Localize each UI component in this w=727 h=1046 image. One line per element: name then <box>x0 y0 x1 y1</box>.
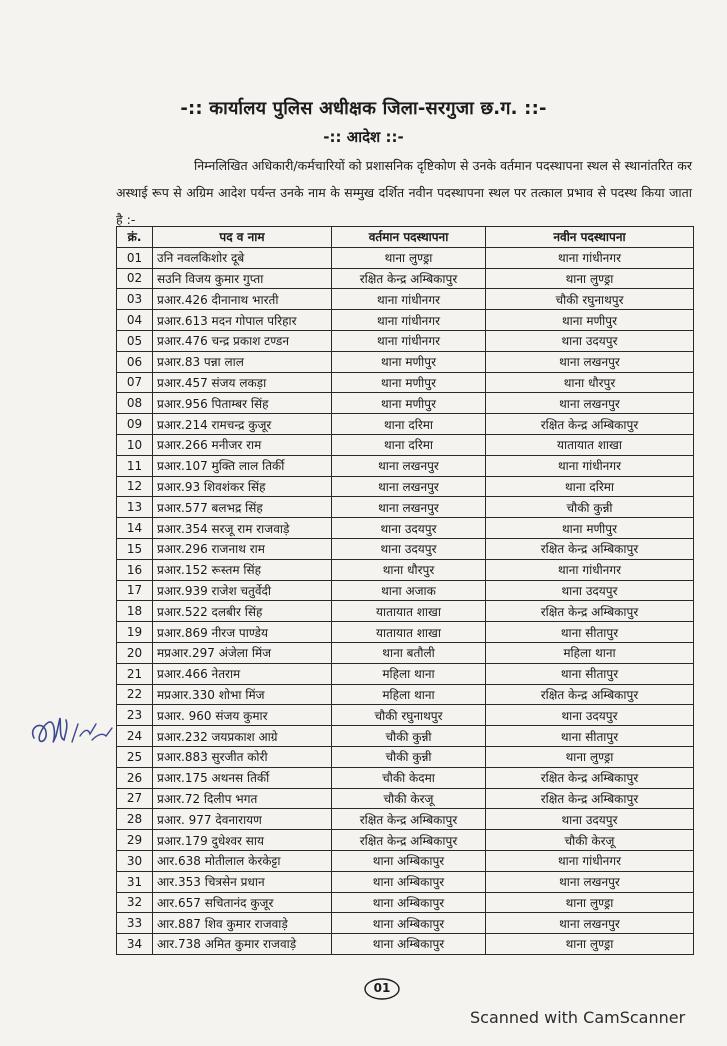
cell-new-posting: थाना लखनपुर <box>486 351 694 372</box>
table-row <box>117 663 694 684</box>
cell-new-posting: थाना उदयपुर <box>486 330 694 351</box>
cell-current-posting: थाना अम्बिकापुर <box>332 934 486 955</box>
cell-current-posting: थाना अम्बिकापुर <box>332 871 486 892</box>
cell-name: प्रआर.72 दिलीप भगत <box>153 788 332 809</box>
cell-current-posting: थाना अम्बिकापुर <box>332 913 486 934</box>
table-row <box>117 393 694 414</box>
table-row <box>117 268 694 289</box>
cell-current-posting: थाना लुण्ड्रा <box>332 247 486 268</box>
cell-current-posting: थाना दरिमा <box>332 434 486 455</box>
cell-current-posting: चौकी केदमा <box>332 767 486 788</box>
cell-name: प्रआर.522 दलबीर सिंह <box>153 601 332 622</box>
cell-name: प्रआर.476 चन्द्र प्रकाश टण्डन <box>153 330 332 351</box>
table-row <box>117 809 694 830</box>
cell-new-posting: थाना लुण्ड्रा <box>486 892 694 913</box>
cell-current-posting: थाना गांधीनगर <box>332 310 486 331</box>
cell-new-posting: थाना लखनपुर <box>486 913 694 934</box>
cell-serial: 12 <box>117 476 153 497</box>
cell-current-posting: थाना अम्बिकापुर <box>332 850 486 871</box>
cell-serial: 23 <box>117 705 153 726</box>
cell-name: प्रआर.214 रामचन्द्र कुजूर <box>153 414 332 435</box>
cell-current-posting: चौकी कुन्नी <box>332 746 486 767</box>
table-row <box>117 684 694 705</box>
cell-name: प्रआर. 977 देवनारायण <box>153 809 332 830</box>
cell-serial: 11 <box>117 455 153 476</box>
cell-name: आर.353 चित्रसेन प्रधान <box>153 871 332 892</box>
transfer-table <box>116 226 694 955</box>
cell-current-posting: थाना लखनपुर <box>332 497 486 518</box>
cell-serial: 30 <box>117 850 153 871</box>
cell-new-posting: थाना गांधीनगर <box>486 559 694 580</box>
cell-serial: 34 <box>117 934 153 955</box>
cell-serial: 07 <box>117 372 153 393</box>
cell-serial: 15 <box>117 538 153 559</box>
cell-serial: 01 <box>117 247 153 268</box>
cell-serial: 25 <box>117 746 153 767</box>
cell-name: प्रआर.457 संजय लकड़ा <box>153 372 332 393</box>
cell-current-posting: चौकी केरजू <box>332 788 486 809</box>
cell-name: प्रआर.175 अथनस तिर्की <box>153 767 332 788</box>
cell-name: मप्रआर.330 शोभा मिंज <box>153 684 332 705</box>
table-row <box>117 289 694 310</box>
cell-new-posting: चौकी रघुनाथपुर <box>486 289 694 310</box>
table-row <box>117 538 694 559</box>
cell-name: प्रआर.83 पन्ना लाल <box>153 351 332 372</box>
table-row <box>117 913 694 934</box>
cell-name: प्रआर.577 बलभद्र सिंह <box>153 497 332 518</box>
cell-serial: 21 <box>117 663 153 684</box>
cell-new-posting: यातायात शाखा <box>486 434 694 455</box>
order-heading: -:: आदेश ::- <box>323 128 404 146</box>
cell-current-posting: थाना दरिमा <box>332 414 486 435</box>
cell-current-posting: महिला थाना <box>332 663 486 684</box>
cell-current-posting: थाना बतौली <box>332 642 486 663</box>
cell-new-posting: थाना उदयपुर <box>486 809 694 830</box>
intro-paragraph <box>116 152 692 233</box>
cell-serial: 13 <box>117 497 153 518</box>
cell-name: प्रआर.296 राजनाथ राम <box>153 538 332 559</box>
cell-current-posting: थाना गांधीनगर <box>332 289 486 310</box>
cell-new-posting: थाना सीतापुर <box>486 622 694 643</box>
cell-serial: 04 <box>117 310 153 331</box>
page-number <box>363 976 401 1002</box>
cell-name: प्रआर.266 मनीजर राम <box>153 434 332 455</box>
cell-name: प्रआर.93 शिवशंकर सिंह <box>153 476 332 497</box>
cell-serial: 32 <box>117 892 153 913</box>
cell-name: प्रआर. 960 संजय कुमार <box>153 705 332 726</box>
table-row <box>117 850 694 871</box>
cell-current-posting: रक्षित केन्द्र अम्बिकापुर <box>332 809 486 830</box>
cell-serial: 33 <box>117 913 153 934</box>
table-row <box>117 476 694 497</box>
cell-name: सउनि विजय कुमार गुप्ता <box>153 268 332 289</box>
table-row <box>117 497 694 518</box>
table-row <box>117 622 694 643</box>
table-row <box>117 830 694 851</box>
cell-name: प्रआर.152 रूस्तम सिंह <box>153 559 332 580</box>
cell-serial: 19 <box>117 622 153 643</box>
cell-new-posting: महिला थाना <box>486 642 694 663</box>
cell-current-posting: थाना उदयपुर <box>332 518 486 539</box>
table-row <box>117 705 694 726</box>
table-row <box>117 580 694 601</box>
cell-new-posting: थाना सीतापुर <box>486 726 694 747</box>
cell-serial: 22 <box>117 684 153 705</box>
cell-name: प्रआर.466 नेतराम <box>153 663 332 684</box>
cell-current-posting: चौकी रघुनाथपुर <box>332 705 486 726</box>
cell-new-posting: थाना लुण्ड्रा <box>486 746 694 767</box>
cell-current-posting: महिला थाना <box>332 684 486 705</box>
table-row <box>117 518 694 539</box>
cell-serial: 24 <box>117 726 153 747</box>
table-row <box>117 746 694 767</box>
cell-current-posting: थाना लखनपुर <box>332 476 486 497</box>
col-header-new-posting: नवीन पदस्थापना <box>486 227 694 248</box>
cell-new-posting: रक्षित केन्द्र अम्बिकापुर <box>486 767 694 788</box>
camscanner-watermark: Scanned with CamScanner <box>470 1008 686 1027</box>
cell-new-posting: थाना दरिमा <box>486 476 694 497</box>
cell-serial: 05 <box>117 330 153 351</box>
cell-name: प्रआर.354 सरजू राम राजवाड़े <box>153 518 332 539</box>
cell-new-posting: चौकी केरजू <box>486 830 694 851</box>
cell-new-posting: थाना उदयपुर <box>486 580 694 601</box>
cell-serial: 02 <box>117 268 153 289</box>
cell-serial: 14 <box>117 518 153 539</box>
cell-current-posting: थाना धौरपुर <box>332 559 486 580</box>
cell-current-posting: थाना गांधीनगर <box>332 330 486 351</box>
cell-serial: 27 <box>117 788 153 809</box>
table-row <box>117 372 694 393</box>
table-row <box>117 601 694 622</box>
cell-name: आर.887 शिव कुमार राजवाड़े <box>153 913 332 934</box>
cell-current-posting: थाना मणीपुर <box>332 393 486 414</box>
cell-serial: 29 <box>117 830 153 851</box>
cell-serial: 20 <box>117 642 153 663</box>
cell-serial: 09 <box>117 414 153 435</box>
cell-current-posting: थाना लखनपुर <box>332 455 486 476</box>
cell-current-posting: थाना मणीपुर <box>332 372 486 393</box>
handwritten-signature <box>26 706 118 756</box>
cell-serial: 31 <box>117 871 153 892</box>
cell-current-posting: थाना अजाक <box>332 580 486 601</box>
cell-name: आर.738 अमित कुमार राजवाड़े <box>153 934 332 955</box>
cell-name: प्रआर.232 जयप्रकाश आग्रे <box>153 726 332 747</box>
table-row <box>117 559 694 580</box>
cell-name: उनि नवलकिशोर दूबे <box>153 247 332 268</box>
cell-new-posting: थाना गांधीनगर <box>486 455 694 476</box>
cell-new-posting: रक्षित केन्द्र अम्बिकापुर <box>486 601 694 622</box>
intro-text: निम्नलिखित अधिकारी/कर्मचारियों को प्रशासनिक दृष्टिकोण से उनके वर्तमान पदस्थापना स्थल से स्थानांतरित कर अस्थाई रूप से अग्रिम आदेश पर्यन्त उनके नाम के सम्मुख दर्शित नवीन पदस्थापना स्थल पर तत्काल प्रभाव से पदस्थ किया जाता है :- <box>116 158 692 227</box>
cell-name: प्रआर.107 मुक्ति लाल तिर्की <box>153 455 332 476</box>
cell-current-posting: यातायात शाखा <box>332 622 486 643</box>
cell-new-posting: चौकी कुन्नी <box>486 497 694 518</box>
cell-new-posting: रक्षित केन्द्र अम्बिकापुर <box>486 788 694 809</box>
cell-new-posting: थाना लुण्ड्रा <box>486 268 694 289</box>
cell-new-posting: थाना मणीपुर <box>486 310 694 331</box>
cell-new-posting: थाना गांधीनगर <box>486 850 694 871</box>
table-row <box>117 934 694 955</box>
cell-new-posting: थाना सीतापुर <box>486 663 694 684</box>
cell-name: प्रआर.939 राजेश चतुर्वेदी <box>153 580 332 601</box>
cell-new-posting: थाना लखनपुर <box>486 393 694 414</box>
cell-serial: 10 <box>117 434 153 455</box>
page-number-text: 01 <box>373 981 391 995</box>
cell-serial: 08 <box>117 393 153 414</box>
table-row <box>117 455 694 476</box>
cell-serial: 03 <box>117 289 153 310</box>
table-row <box>117 871 694 892</box>
cell-current-posting: थाना मणीपुर <box>332 351 486 372</box>
cell-name: प्रआर.426 दीनानाथ भारती <box>153 289 332 310</box>
table-header-row <box>117 227 694 248</box>
cell-name: प्रआर.956 पिताम्बर सिंह <box>153 393 332 414</box>
cell-serial: 17 <box>117 580 153 601</box>
cell-name: प्रआर.883 सुरजीत कोरी <box>153 746 332 767</box>
col-header-name: पद व नाम <box>153 227 332 248</box>
cell-new-posting: रक्षित केन्द्र अम्बिकापुर <box>486 414 694 435</box>
table-row <box>117 642 694 663</box>
cell-name: प्रआर.613 मदन गोपाल परिहार <box>153 310 332 331</box>
cell-current-posting: थाना उदयपुर <box>332 538 486 559</box>
cell-new-posting: थाना धौरपुर <box>486 372 694 393</box>
cell-name: प्रआर.179 दुधेश्वर साय <box>153 830 332 851</box>
table-row <box>117 434 694 455</box>
cell-name: मप्रआर.297 अंजेला मिंज <box>153 642 332 663</box>
cell-serial: 26 <box>117 767 153 788</box>
table-row <box>117 788 694 809</box>
cell-current-posting: रक्षित केन्द्र अम्बिकापुर <box>332 830 486 851</box>
office-title: -:: कार्यालय पुलिस अधीक्षक जिला-सरगुजा छ.ग. ::- <box>180 98 547 119</box>
cell-new-posting: रक्षित केन्द्र अम्बिकापुर <box>486 538 694 559</box>
cell-new-posting: थाना लखनपुर <box>486 871 694 892</box>
cell-name: आर.657 सचितानंद कुजूर <box>153 892 332 913</box>
table-row <box>117 330 694 351</box>
col-header-serial: क्रं. <box>117 227 153 248</box>
table-row <box>117 414 694 435</box>
cell-new-posting: रक्षित केन्द्र अम्बिकापुर <box>486 684 694 705</box>
cell-current-posting: थाना अम्बिकापुर <box>332 892 486 913</box>
cell-new-posting: थाना लुण्ड्रा <box>486 934 694 955</box>
cell-new-posting: थाना मणीपुर <box>486 518 694 539</box>
table-row <box>117 310 694 331</box>
cell-name: प्रआर.869 नीरज पाण्डेय <box>153 622 332 643</box>
cell-current-posting: यातायात शाखा <box>332 601 486 622</box>
col-header-current-posting: वर्तमान पदस्थापना <box>332 227 486 248</box>
cell-serial: 28 <box>117 809 153 830</box>
table-row <box>117 726 694 747</box>
table-row <box>117 892 694 913</box>
cell-new-posting: थाना गांधीनगर <box>486 247 694 268</box>
table-row <box>117 247 694 268</box>
cell-name: आर.638 मोतीलाल केरकेट्टा <box>153 850 332 871</box>
cell-serial: 16 <box>117 559 153 580</box>
table-row <box>117 351 694 372</box>
cell-current-posting: रक्षित केन्द्र अम्बिकापुर <box>332 268 486 289</box>
table-row <box>117 767 694 788</box>
cell-serial: 06 <box>117 351 153 372</box>
cell-current-posting: चौकी कुन्नी <box>332 726 486 747</box>
cell-new-posting: थाना उदयपुर <box>486 705 694 726</box>
cell-serial: 18 <box>117 601 153 622</box>
